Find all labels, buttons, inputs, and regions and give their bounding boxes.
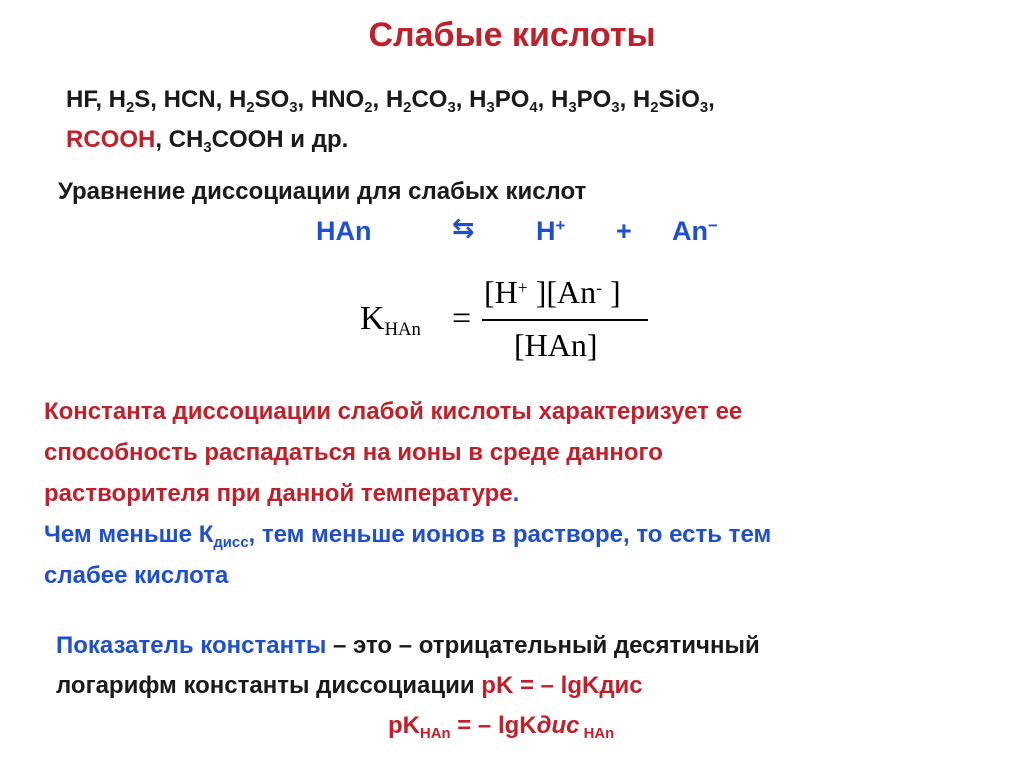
slide-title: Слабые кислоты <box>368 16 656 54</box>
pk-symbol: pK <box>388 712 420 739</box>
equation-left: HAn <box>316 216 372 246</box>
pk-term: Показатель константы <box>56 632 327 659</box>
acid-text: SO <box>254 86 290 113</box>
numerator-part: [H <box>484 274 518 310</box>
numerator-part: ] <box>601 274 621 310</box>
acid-text: CO <box>411 86 448 113</box>
numerator-sup: - <box>596 277 602 298</box>
acid-text: , H <box>619 86 651 113</box>
paragraph-period: . <box>512 480 520 507</box>
formula-denominator: [HAn] <box>514 327 598 363</box>
pk-rhs-subscript: HAn <box>579 725 615 742</box>
formula-k <box>360 300 421 341</box>
formula-equals: = <box>452 300 472 337</box>
acid-text: HF, H <box>66 86 126 113</box>
acid-subscript: 2 <box>246 99 255 116</box>
acids-list-line1 <box>66 86 715 116</box>
k-subscript: HAn <box>384 318 421 340</box>
numerator-part: ][An <box>527 274 597 310</box>
blue-paragraph-line1 <box>44 521 771 551</box>
cation-symbol: H <box>536 216 556 247</box>
acid-subscript: 3 <box>699 99 709 116</box>
acid-text: SiO <box>658 86 700 113</box>
acid-text: S, HCN, H <box>134 86 247 113</box>
acid-text: PO <box>494 86 530 113</box>
acid-text: , H <box>455 86 487 113</box>
equilibrium-arrow-icon: ⇆ <box>452 213 475 243</box>
acid-text: , H <box>372 86 404 113</box>
pk-rhs: = – lgK <box>450 712 537 739</box>
dissociation-heading: Уравнение диссоциации для слабых кислот <box>58 178 587 205</box>
kdiss-subscript: дисс <box>213 534 249 551</box>
blue-paragraph-line2: слабее кислота <box>44 562 229 589</box>
pk-rhs-italic: дис <box>536 712 580 739</box>
cation-charge: + <box>555 216 566 235</box>
anion-symbol: An <box>672 216 708 247</box>
red-paragraph-text: растворителя при данной температуре <box>44 480 513 507</box>
pk-definition-text: – это – отрицательный десятичный <box>326 632 760 659</box>
acid-subscript: 3 <box>611 99 620 116</box>
rcooh-label: RCOOH <box>66 126 156 153</box>
blue-text: Чем меньше К <box>44 521 214 548</box>
acid-subscript: 3 <box>486 99 495 116</box>
acid-subscript: 4 <box>529 99 538 116</box>
red-paragraph-line2: способность распадаться на ионы в среде данного <box>44 439 663 466</box>
pk-definition-text: логарифм константы диссоциации <box>56 672 482 699</box>
acid-subscript: 3 <box>289 99 298 116</box>
pk-formula <box>388 712 614 742</box>
equation-plus: + <box>616 216 632 246</box>
equation-anion <box>672 216 718 247</box>
acid-subscript: 2 <box>650 99 659 116</box>
acid-text: , CH <box>155 126 204 153</box>
acid-text: PO <box>576 86 612 113</box>
acid-subscript: 3 <box>568 99 577 116</box>
red-paragraph-line1: Константа диссоциации слабой кислоты характеризует ее <box>44 398 743 425</box>
numerator-sup: + <box>517 277 528 298</box>
k-symbol: K <box>360 300 385 337</box>
anion-charge: − <box>708 216 718 235</box>
acid-subscript: 2 <box>364 99 373 116</box>
fraction-bar <box>482 319 648 321</box>
pk-subscript: HAn <box>420 725 451 742</box>
acids-list-line2 <box>66 126 348 156</box>
acid-text: , H <box>537 86 569 113</box>
acid-text: COOH и др. <box>211 126 349 153</box>
acid-subscript: 3 <box>203 139 212 156</box>
pk-formula-inline: pK = – lgKдис <box>481 672 643 699</box>
red-paragraph-line3 <box>44 480 519 508</box>
formula-numerator <box>484 274 621 311</box>
acid-text: , HNO <box>297 86 365 113</box>
acid-subscript: 2 <box>126 99 135 116</box>
acid-text: , <box>708 86 715 113</box>
acid-subscript: 3 <box>447 99 456 116</box>
pk-paragraph-line1 <box>56 632 760 660</box>
equation-cation <box>536 216 565 247</box>
blue-text: , тем меньше ионов в растворе, то есть тем <box>248 521 772 548</box>
pk-paragraph-line2 <box>56 672 643 700</box>
acid-subscript: 2 <box>403 99 412 116</box>
